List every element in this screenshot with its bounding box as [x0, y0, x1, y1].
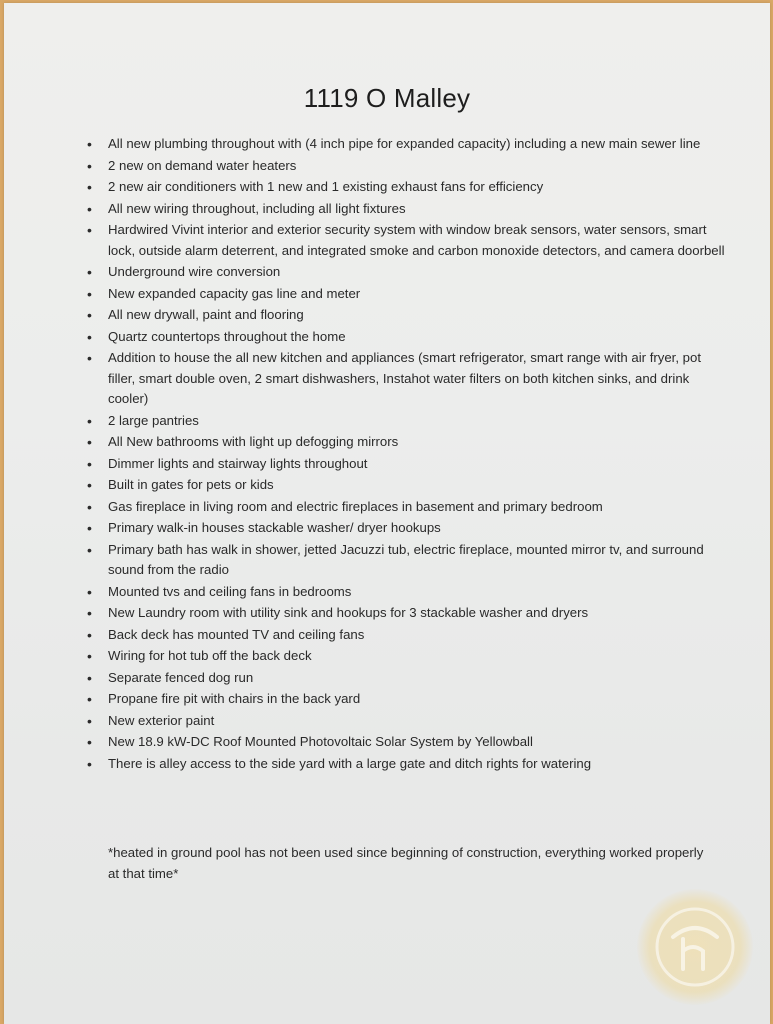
list-item-text: 2 new on demand water heaters: [108, 157, 297, 173]
list-item: [87, 177, 728, 198]
bullet-icon: •: [87, 648, 92, 664]
list-item: [87, 348, 728, 410]
list-item-text: Propane fire pit with chairs in the back yard: [108, 691, 361, 706]
list-item-text: New 18.9 kW-DC Roof Mounted Photovoltaic Solar System by Yellowball: [108, 734, 533, 749]
bullet-icon: •: [87, 477, 92, 493]
list-item: [87, 668, 728, 689]
bullet-icon: •: [87, 626, 92, 643]
list-item: [87, 220, 728, 261]
bullet-icon: •: [87, 179, 92, 195]
bullet-icon: •: [87, 350, 92, 366]
list-item-text: Back deck has mounted TV and ceiling fans: [108, 626, 365, 642]
bullet-icon: •: [87, 541, 92, 558]
list-item: [87, 411, 728, 432]
bullet-icon: •: [87, 712, 92, 729]
list-item-text: Primary bath has walk in shower, jetted Jacuzzi tub, electric fireplace, mounted mirror tv, and surround sound from the radio: [108, 541, 704, 577]
bullet-icon: •: [87, 136, 92, 152]
list-item: [87, 327, 728, 348]
bullet-icon: •: [87, 520, 92, 536]
list-item-text: Addition to house the all new kitchen and appliances (smart refrigerator, smart range with air fryer, pot filler, smart double oven, 2 smart dishwashers, Instahot water filters on both kitchen sinks, and drink cooler): [108, 350, 702, 406]
feature-list: [87, 134, 728, 775]
list-item-text: Built in gates for pets or kids: [108, 477, 274, 492]
list-item-text: Mounted tvs and ceiling fans in bedrooms: [108, 583, 352, 599]
list-item: [87, 689, 728, 710]
list-item-text: There is alley access to the side yard with a large gate and ditch rights for watering: [108, 755, 592, 771]
list-item: [87, 432, 728, 453]
list-item-text: All new plumbing throughout with (4 inch pipe for expanded capacity) including a new main sewer line: [108, 136, 701, 151]
bullet-icon: •: [87, 412, 92, 429]
list-item-text: New expanded capacity gas line and meter: [108, 285, 361, 301]
bullet-icon: •: [87, 434, 92, 450]
list-item-text: 2 large pantries: [108, 412, 199, 428]
list-item: [87, 625, 728, 646]
bullet-icon: •: [87, 583, 92, 600]
list-item: [87, 305, 728, 326]
bullet-icon: •: [87, 328, 92, 345]
list-item-text: All new drywall, paint and flooring: [108, 307, 304, 322]
list-item: [87, 454, 728, 475]
bullet-icon: •: [87, 755, 92, 772]
list-item: [87, 156, 728, 177]
bullet-icon: •: [87, 157, 92, 174]
list-item: [87, 475, 728, 496]
bullet-icon: •: [87, 307, 92, 323]
list-item-text: Underground wire conversion: [108, 264, 281, 279]
list-item: [87, 199, 728, 220]
list-item: [87, 518, 728, 539]
bullet-icon: •: [87, 455, 92, 472]
list-item: [87, 646, 728, 667]
list-item-text: All new wiring throughout, including all light fixtures: [108, 200, 406, 216]
bullet-icon: •: [87, 691, 92, 707]
bullet-icon: •: [87, 264, 92, 280]
bullet-icon: •: [87, 734, 92, 750]
list-item: [87, 754, 728, 775]
list-item: [87, 540, 728, 581]
brokerage-logo-watermark-icon: [637, 889, 753, 1005]
list-item-text: Gas fireplace in living room and electric fireplaces in basement and primary bedroom: [108, 498, 603, 514]
list-item-text: Dimmer lights and stairway lights throughout: [108, 455, 368, 471]
bullet-icon: •: [87, 200, 92, 217]
list-item: [87, 711, 728, 732]
footnote: *heated in ground pool has not been used since beginning of construction, everything worked properly at that time*: [108, 845, 704, 881]
document-page: [4, 3, 770, 1024]
list-item: [87, 582, 728, 603]
list-item: [87, 262, 728, 283]
list-item: [87, 732, 728, 753]
list-item-text: Separate fenced dog run: [108, 669, 254, 685]
bullet-icon: •: [87, 222, 92, 238]
page-title: 1119 O Malley: [303, 83, 471, 113]
list-item-text: 2 new air conditioners with 1 new and 1 existing exhaust fans for efficiency: [108, 179, 544, 194]
bullet-icon: •: [87, 669, 92, 686]
list-item-text: New exterior paint: [108, 712, 215, 728]
list-item: [87, 603, 728, 624]
list-item-text: Hardwired Vivint interior and exterior security system with window break sensors, water sensors, smart lock, outside alarm deterrent, and integrated smoke and carbon monoxide detectors, and camera doorbell: [108, 222, 725, 258]
bullet-icon: •: [87, 285, 92, 302]
list-item-text: Wiring for hot tub off the back deck: [108, 648, 312, 663]
bullet-icon: •: [87, 498, 92, 515]
list-item-text: Primary walk-in houses stackable washer/ dryer hookups: [108, 520, 441, 535]
list-item: [87, 284, 728, 305]
list-item: [87, 497, 728, 518]
list-item: [87, 134, 728, 155]
list-item-text: All New bathrooms with light up defogging mirrors: [108, 434, 399, 449]
bullet-icon: •: [87, 605, 92, 621]
list-item-text: Quartz countertops throughout the home: [108, 328, 346, 344]
list-item-text: New Laundry room with utility sink and hookups for 3 stackable washer and dryers: [108, 605, 589, 620]
